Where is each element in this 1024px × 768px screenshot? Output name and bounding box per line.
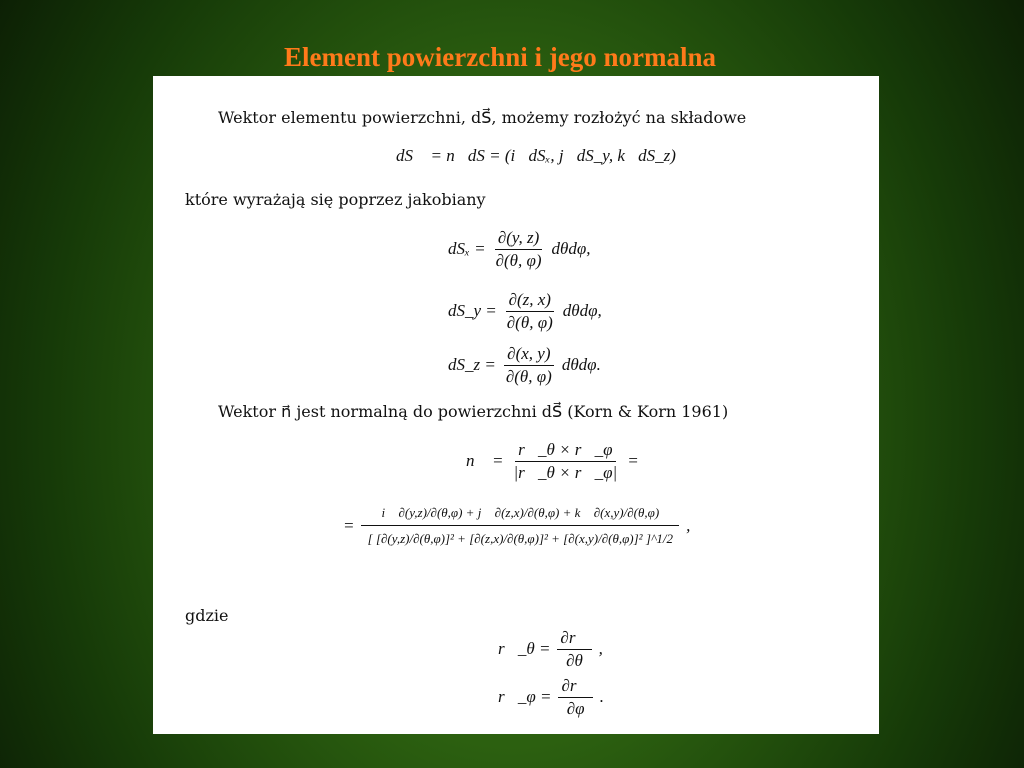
equation-r-theta: [498, 628, 603, 670]
slide-title: Element powierzchni i jego normalna: [284, 42, 716, 72]
denominator: ∂(θ, φ): [505, 366, 552, 386]
equation-lhs: dS_z =: [448, 355, 496, 375]
fraction: [504, 290, 556, 332]
fraction: [361, 506, 679, 547]
fraction: [558, 676, 592, 718]
fraction: [557, 628, 591, 670]
equation-tail: ,: [598, 639, 603, 659]
equation-tail: .: [599, 687, 604, 707]
equation-dSx: [448, 228, 591, 270]
numerator: i⃗ ∂(y,z)/∂(θ,φ) + j⃗ ∂(z,x)/∂(θ,φ) + k⃗ ∂(x,y)/∂(θ,φ): [361, 506, 679, 526]
equation-n: [466, 440, 639, 482]
equation-lhs: dS_y =: [448, 301, 497, 321]
equation-tail: =: [627, 451, 639, 471]
equation-normal-expanded: [343, 506, 690, 547]
denominator: ∂θ: [566, 650, 583, 670]
equation-lhs: =: [343, 516, 355, 536]
denominator: [ [∂(y,z)/∂(θ,φ)]² + [∂(z,x)/∂(θ,φ)]² + [∂(x,y)/∂(θ,φ)]² ]^1/2: [367, 530, 673, 546]
equation-r-phi: [498, 676, 604, 718]
intro-text: Wektor elementu powierzchni, dS⃗, możemy rozłożyć na składowe: [218, 108, 747, 127]
equation-tail: dθdφ,: [551, 239, 591, 259]
normal-text: Wektor n⃗ jest normalną do powierzchni dS⃗ (Korn & Korn 1961): [218, 402, 729, 421]
where-text: gdzie: [185, 606, 229, 625]
equation-dS: dS⃗ = n⃗dS = (i⃗dSₓ, j⃗dS_y, k⃗dS_z): [396, 146, 676, 165]
numerator: ∂(y, z): [495, 228, 542, 250]
numerator: ∂r⃗: [558, 676, 592, 698]
numerator: r⃗_θ × r⃗_φ: [515, 440, 615, 462]
equation-lhs: dSₓ =: [448, 239, 486, 259]
equation-tail: dθdφ,: [562, 301, 602, 321]
numerator: ∂(z, x): [506, 290, 554, 312]
equation-tail: dθdφ.: [561, 355, 601, 375]
content-panel: [153, 76, 879, 734]
equation-lhs: r⃗_φ =: [498, 687, 552, 707]
numerator: ∂(x, y): [504, 344, 553, 366]
equation-dSz: [448, 344, 601, 386]
equation-lhs: r⃗_θ =: [498, 639, 551, 659]
equation-tail: ,: [686, 516, 691, 536]
denominator: |r⃗_θ × r⃗_φ|: [513, 462, 618, 482]
fraction: [503, 344, 555, 386]
equation-lhs: n⃗ =: [466, 451, 504, 471]
fraction: [493, 228, 545, 270]
denominator: ∂(θ, φ): [506, 312, 553, 332]
numerator: ∂r⃗: [557, 628, 591, 650]
denominator: ∂(θ, φ): [495, 250, 542, 270]
denominator: ∂φ: [566, 698, 585, 718]
jacobians-text: które wyrażają się poprzez jakobiany: [185, 190, 486, 209]
fraction: [510, 440, 620, 482]
equation-dSy: [448, 290, 602, 332]
